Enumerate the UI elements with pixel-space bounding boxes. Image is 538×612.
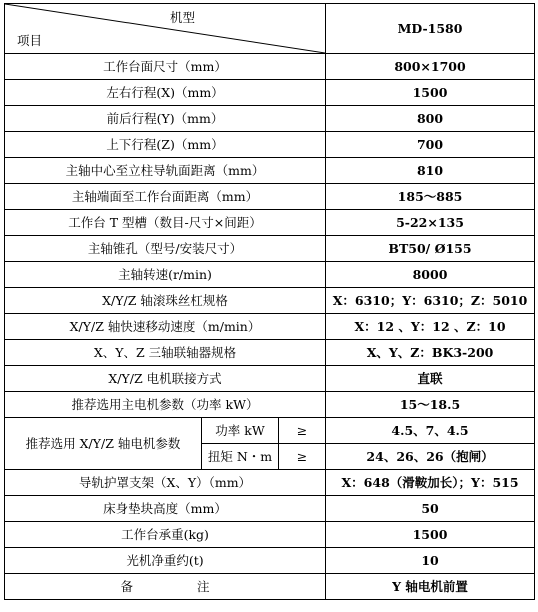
row-value: 15～18.5 (326, 392, 535, 418)
row-label: X、Y、Z 三轴联轴器规格 (5, 340, 326, 366)
row-value: 5-22×135 (326, 210, 535, 236)
row-label: 左右行程(X)（mm） (5, 80, 326, 106)
diagonal-line (5, 4, 325, 53)
row-value: BT50/ Ø155 (326, 236, 535, 262)
row-label: 主轴中心至立柱导轨面距离（mm） (5, 158, 326, 184)
remark-label-right: 注 (196, 578, 210, 594)
table-row (5, 288, 535, 314)
row-label: 工作台 T 型槽（数目-尺寸×间距） (5, 210, 326, 236)
motor-torque-label: 扭矩 N・m (202, 444, 279, 470)
table-row (5, 392, 535, 418)
motor-power-row (5, 418, 535, 444)
table-row (5, 184, 535, 210)
table-row (5, 54, 535, 80)
row-value: 810 (326, 158, 535, 184)
table-row (5, 262, 535, 288)
row-value: 10 (326, 548, 535, 574)
row-value: 8000 (326, 262, 535, 288)
row-value: X：12 、Y：12 、Z：10 (326, 314, 535, 340)
table-row (5, 158, 535, 184)
row-value: 50 (326, 496, 535, 522)
table-row (5, 314, 535, 340)
table-row (5, 366, 535, 392)
remark-label-left: 备 (120, 578, 134, 594)
table-row (5, 522, 535, 548)
header-diagonal-cell (5, 4, 326, 54)
remark-row (5, 574, 535, 600)
row-label: 推荐选用主电机参数（功率 kW） (5, 392, 326, 418)
row-value: 700 (326, 132, 535, 158)
row-label: 导轨护罩支架（X、Y）（mm） (5, 470, 326, 496)
model-value: MD-1580 (326, 4, 535, 54)
row-value: 1500 (326, 80, 535, 106)
row-value: 800×1700 (326, 54, 535, 80)
row-label: X/Y/Z 电机联接方式 (5, 366, 326, 392)
table-row (5, 132, 535, 158)
spec-table (4, 3, 535, 600)
motor-power-operator: ≥ (279, 418, 326, 444)
table-row (5, 496, 535, 522)
row-value: 185～885 (326, 184, 535, 210)
row-label: 光机净重约(t) (5, 548, 326, 574)
motor-power-label: 功率 kW (202, 418, 279, 444)
model-label: 机型 (170, 10, 196, 25)
row-label: 主轴锥孔（型号/安装尺寸） (5, 236, 326, 262)
motor-torque-operator: ≥ (279, 444, 326, 470)
row-label: 前后行程(Y)（mm） (5, 106, 326, 132)
table-row (5, 210, 535, 236)
row-value: X、Y、Z：BK3-200 (326, 340, 535, 366)
motor-params-label: 推荐选用 X/Y/Z 轴电机参数 (5, 418, 202, 470)
row-label: 工作台面尺寸（mm） (5, 54, 326, 80)
motor-power-value: 4.5、7、4.5 (326, 418, 535, 444)
row-value: 800 (326, 106, 535, 132)
table-row (5, 548, 535, 574)
row-label: 上下行程(Z)（mm） (5, 132, 326, 158)
table-row (5, 106, 535, 132)
row-label: X/Y/Z 轴滚珠丝杠规格 (5, 288, 326, 314)
table-row (5, 80, 535, 106)
row-label: 主轴端面至工作台面距离（mm） (5, 184, 326, 210)
remark-value: Y 轴电机前置 (326, 574, 535, 600)
header-row (5, 4, 535, 54)
row-label: 工作台承重(kg) (5, 522, 326, 548)
item-label: 项目 (17, 33, 43, 48)
row-label: X/Y/Z 轴快速移动速度（m/min） (5, 314, 326, 340)
row-value: 直联 (326, 366, 535, 392)
row-label: 床身垫块高度（mm） (5, 496, 326, 522)
row-value: X：6310；Y：6310；Z：5010 (326, 288, 535, 314)
motor-torque-value: 24、26、26（抱闸） (326, 444, 535, 470)
row-value: X：648（滑鞍加长）；Y：515 (326, 470, 535, 496)
row-label: 主轴转速(r/min) (5, 262, 326, 288)
row-value: 1500 (326, 522, 535, 548)
table-row (5, 236, 535, 262)
remark-label (5, 574, 326, 600)
table-row (5, 470, 535, 496)
table-row (5, 340, 535, 366)
